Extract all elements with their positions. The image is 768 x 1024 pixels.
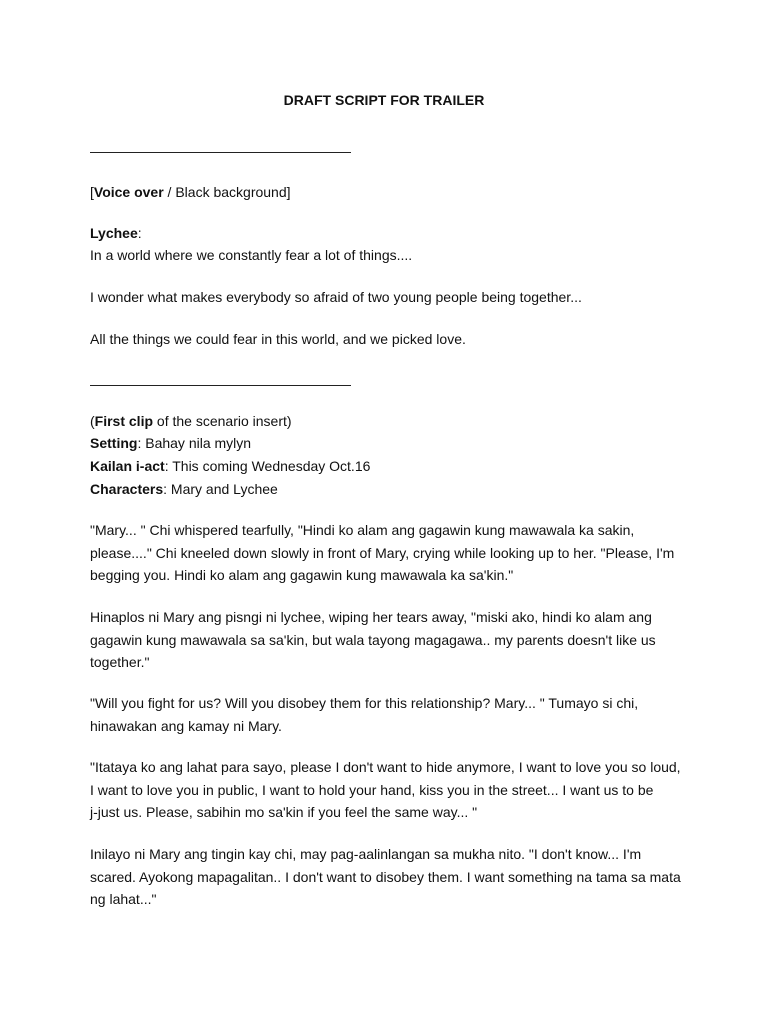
setting-label: Setting (90, 435, 138, 451)
when-value: : This coming Wednesday Oct.16 (164, 458, 371, 474)
paragraph-line: begging you. Hindi ko alam ang gagawin kung mawawala ka sa'kin." (90, 567, 514, 583)
paragraph-line: I want to love you in public, I want to hold your hand, kiss you in the street... I want us to be (90, 781, 654, 798)
speaker-colon: : (137, 225, 142, 241)
characters-value: : Mary and Lychee (163, 481, 278, 497)
paragraph-line: gagawin kung mawawala sa sa'kin, but wala tayong magagawa.. my parents doesn't like us (90, 631, 656, 648)
script-paragraph (90, 519, 690, 587)
when-label: Kailan i-act (90, 458, 165, 474)
voice-line-1: In a world where we constantly fear a lot of things.... (90, 247, 413, 263)
paragraph-line: "Mary... " Chi whispered tearfully, "Hindi ko alam ang gagawin kung mawawala ka sakin, (90, 522, 635, 538)
clip-open-paren: ( (90, 413, 95, 429)
script-paragraph (90, 692, 690, 737)
clip-cue (90, 410, 690, 432)
when-row (90, 455, 690, 477)
clip-description: of the scenario insert) (153, 413, 292, 429)
characters-row (90, 478, 690, 500)
script-paragraph (90, 606, 690, 674)
document-title: DRAFT SCRIPT FOR TRAILER (283, 92, 485, 108)
voice-over-cue (90, 181, 690, 203)
paragraph-line: together." (90, 654, 150, 670)
paragraph-line: "Will you fight for us? Will you disobey them for this relationship? Mary... " Tumayo si chi, (90, 695, 639, 711)
voice-line-3: All the things we could fear in this world, and we picked love. (90, 331, 466, 347)
cue-voice-over: Voice over (93, 184, 164, 200)
speaker-label (90, 222, 690, 244)
paragraph-line: "Itataya ko ang lahat para sayo, please I don't want to hide anymore, I want to love you so loud, (90, 759, 681, 775)
cue-background: / Black background] (163, 184, 291, 200)
cue-open-bracket: [ (90, 184, 94, 200)
divider-line (90, 385, 351, 386)
script-paragraph (90, 756, 690, 824)
characters-label: Characters (90, 481, 164, 497)
paragraph-line: j-just us. Please, sabihin mo sa'kin if you feel the same way... " (90, 804, 478, 820)
paragraph-line: ng lahat..." (90, 891, 157, 907)
script-paragraph (90, 843, 690, 911)
speaker-name: Lychee (90, 225, 138, 241)
setting-row (90, 432, 690, 454)
divider-line (90, 152, 351, 153)
paragraph-line: hinawakan ang kamay ni Mary. (90, 717, 282, 734)
paragraph-line: Inilayo ni Mary ang tingin kay chi, may pag-aalinlangan sa mukha nito. "I don't know... I'm (90, 846, 642, 862)
paragraph-line: please...." Chi kneeled down slowly in front of Mary, crying while looking up to her. "Please, I'm (90, 544, 675, 561)
voice-line-2: I wonder what makes everybody so afraid of two young people being together... (90, 289, 582, 305)
paragraph-line: scared. Ayokong mapagalitan.. I don't want to disobey them. I want something na tama sa mata (90, 868, 681, 885)
setting-value: : Bahay nila mylyn (137, 435, 252, 451)
paragraph-line: Hinaplos ni Mary ang pisngi ni lychee, wiping her tears away, "miski ako, hindi ko alam ang (90, 609, 652, 625)
clip-label: First clip (94, 413, 154, 429)
